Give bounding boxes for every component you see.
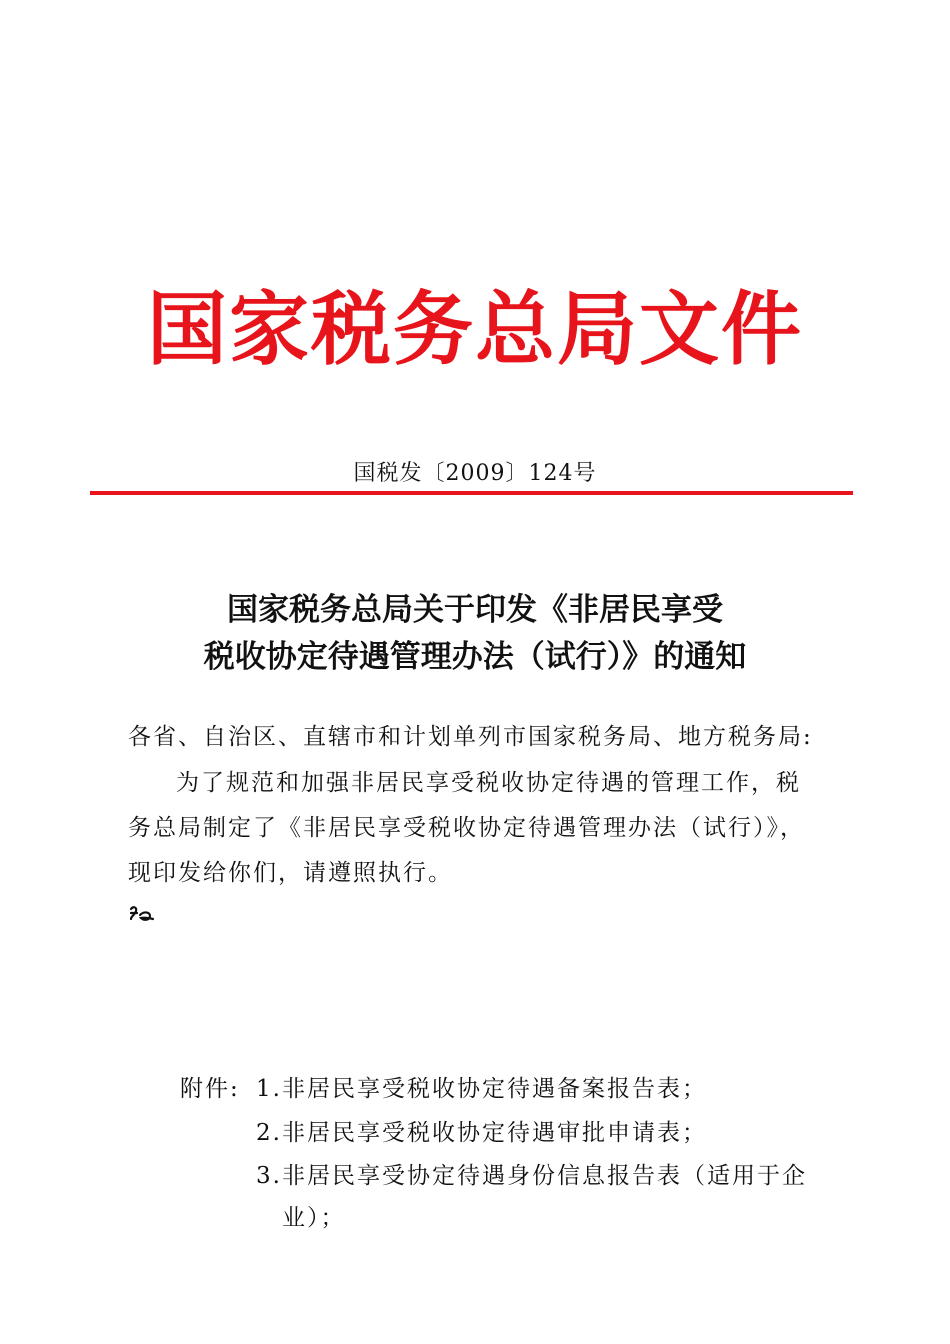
red-divider-line bbox=[90, 491, 853, 495]
attachment-item-3-continuation: 业）； bbox=[282, 1205, 346, 1231]
notice-title-line-1: 国家税务总局关于印发《非居民享受 bbox=[227, 592, 723, 628]
notice-title-line-2: 税收协定待遇管理办法（试行）》的通知 bbox=[203, 639, 747, 675]
paragraph-line-1: 为了规范和加强非居民享受税收协定待遇的管理工作，税 bbox=[176, 770, 801, 796]
attachment-item-2: 2.非居民享受税收协定待遇审批申请表； bbox=[256, 1120, 707, 1146]
attachment-item-3: 3.非居民享受协定待遇身份信息报告表（适用于企 bbox=[256, 1163, 807, 1189]
paragraph-line-3: 现印发给你们，请遵照执行。 bbox=[128, 860, 453, 886]
salutation: 各省、自治区、直辖市和计划单列市国家税务局、地方税务局: bbox=[128, 724, 813, 750]
document-number: 国税发〔2009〕124号 bbox=[353, 461, 597, 486]
hyperlink-mark-icon bbox=[128, 904, 156, 924]
paragraph-line-2: 务总局制定了《非居民享受税收协定待遇管理办法（试行）》， bbox=[128, 815, 805, 841]
attachment-item-1: 1.非居民享受税收协定待遇备案报告表； bbox=[256, 1076, 707, 1102]
attachments-label: 附件: bbox=[180, 1076, 240, 1102]
masthead-title: 国家税务总局文件 bbox=[147, 283, 803, 376]
